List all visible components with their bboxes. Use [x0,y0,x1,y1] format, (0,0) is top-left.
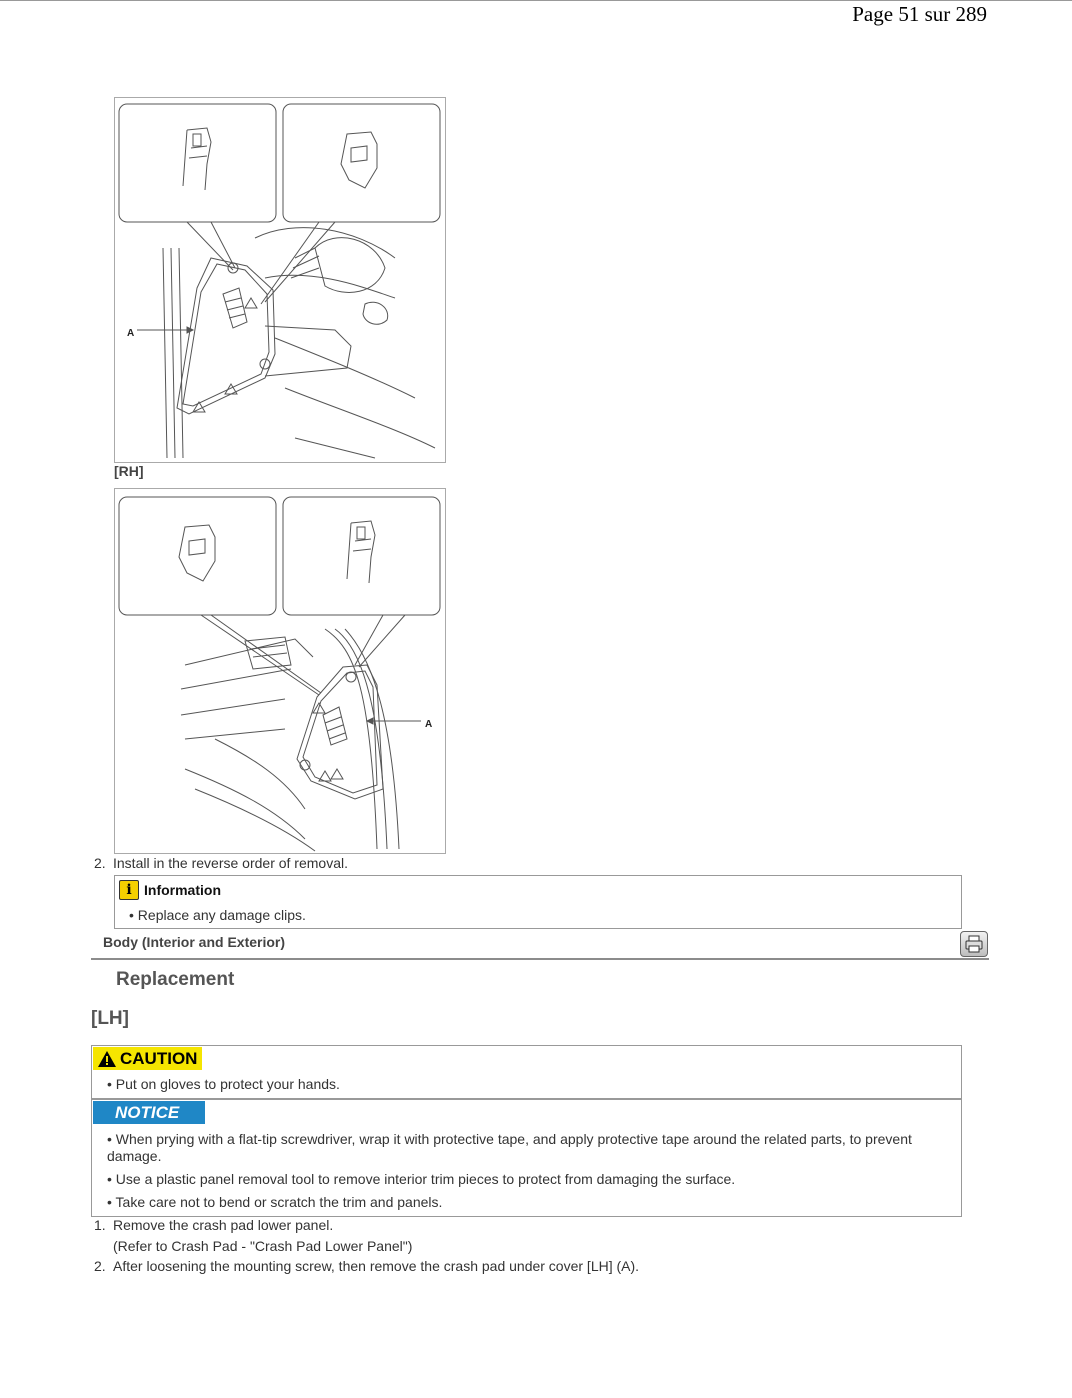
figure-rh-clips [114,488,446,854]
info-icon: i [119,880,139,900]
notice-item: • Take care not to bend or scratch the trim and panels. [107,1194,443,1210]
step-text: Remove the crash pad lower panel. [113,1217,334,1233]
information-header [119,880,221,900]
step-number: 2. [94,855,106,871]
print-button[interactable] [960,931,988,957]
page-number: Page 51 sur 289 [852,2,987,26]
caution-tag [93,1047,202,1070]
figure-callout-a: A [127,328,135,339]
step-install [94,855,348,871]
step-reference: (Refer to Crash Pad - "Crash Pad Lower Panel") [113,1238,413,1254]
information-title: Information [144,882,221,898]
warning-triangle-icon [97,1050,117,1068]
step-text: Install in the reverse order of removal. [113,855,348,871]
caution-item: • Put on gloves to protect your hands. [107,1076,340,1092]
step-remove-lower-panel [94,1217,333,1233]
page-top-rule [0,0,1072,1]
step-remove-under-cover [94,1258,639,1274]
section-title: Body (Interior and Exterior) [103,934,286,950]
figure-lh-clips [114,97,446,463]
notice-box [91,1099,962,1217]
notice-label: NOTICE [93,1101,205,1124]
information-item: • Replace any damage clips. [129,907,306,923]
information-box [114,875,962,929]
caution-box [91,1045,962,1099]
subheading-lh: [LH] [91,1008,129,1029]
step-number: 2. [94,1258,106,1274]
figure-label-rh: [RH] [114,463,144,479]
heading-replacement: Replacement [116,969,235,990]
printer-icon [961,932,987,956]
notice-item: • When prying with a flat-tip screwdriver, wrap it with protective tape, and apply protective tape around the related parts, to prevent damage. [107,1131,912,1164]
figure-callout-a: A [425,719,433,730]
caution-label: CAUTION [120,1048,198,1068]
notice-item: • Use a plastic panel removal tool to remove interior trim pieces to protect from damaging the surface. [107,1171,736,1187]
figure-lh-illustration [115,98,445,462]
figure-rh-illustration [115,489,445,853]
section-divider [91,958,989,960]
step-text: After loosening the mounting screw, then remove the crash pad under cover [LH] (A). [113,1258,640,1274]
step-number: 1. [94,1217,106,1233]
